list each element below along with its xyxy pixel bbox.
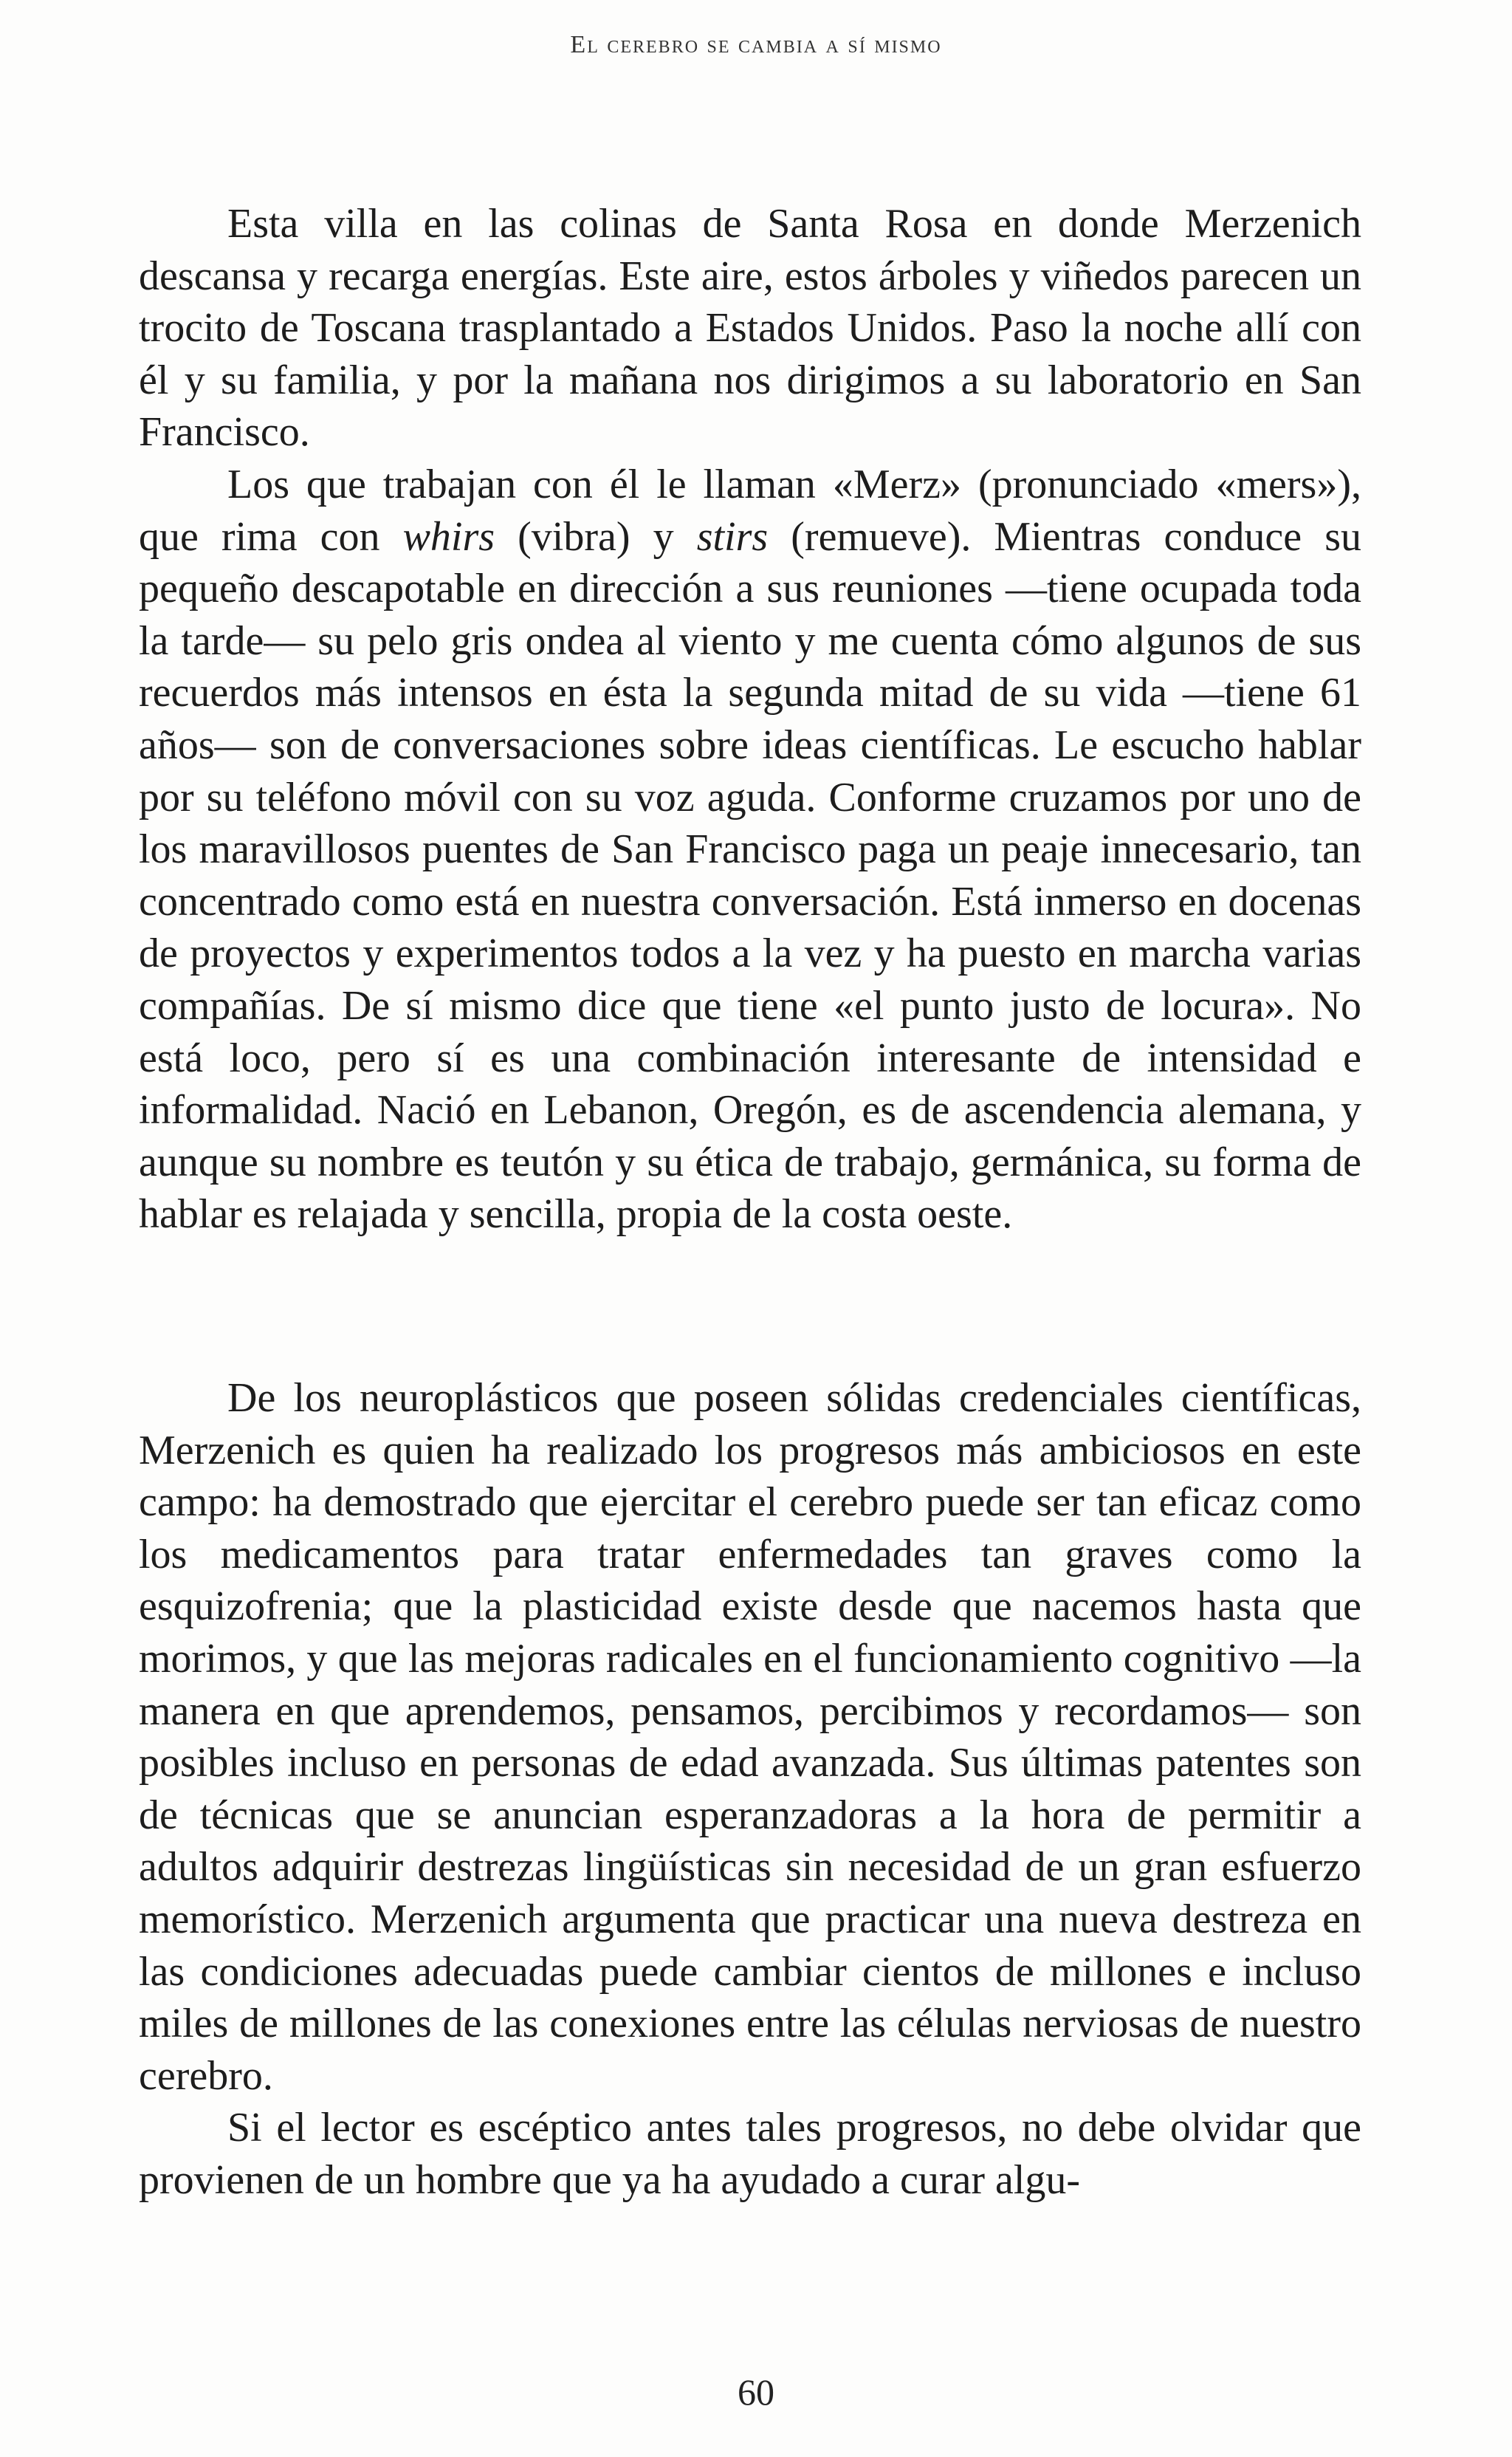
- word-whirs: whirs: [402, 513, 495, 560]
- paragraph-merz: [139, 459, 1361, 1241]
- running-head: El cerebro se cambia a sí mismo: [570, 31, 942, 58]
- paragraph-merz-part-b: (vibra) y: [495, 513, 697, 560]
- paragraph-merz-part-a: Los que trabajan con él le llaman «Merz» (pronunciado «mers»), que rima con: [139, 461, 1361, 560]
- page-number: 60: [738, 2371, 774, 2413]
- text-section-1: [139, 198, 1361, 1241]
- text-section-2: [139, 1372, 1361, 2207]
- paragraph-esceptico: Si el lector es escéptico antes tales progresos, no debe olvidar que provienen de un hombre que ya ha ayudado a curar algu-: [139, 2105, 1361, 2203]
- paragraph-villa: Esta villa en las colinas de Santa Rosa en donde Merzenich descansa y recarga energías. Este aire, estos árboles y viñedos parecen un trocito de Toscana trasplantado a Estados Unidos. Paso la noche allí con él y su familia, y por la mañana nos dirigimos a su laboratorio en San Francisco.: [139, 201, 1361, 456]
- word-stirs: stirs: [696, 513, 769, 560]
- paragraph-neuroplasticos: De los neuroplásticos que poseen sólidas credenciales científicas, Merzenich es quien ha realizado los progresos más ambiciosos en este campo: ha demostrado que ejercitar el cerebro puede ser tan eficaz como los medicamentos para tratar enfermedades tan graves como la esquizofrenia; que la plasticidad existe desde que nacemos hasta que morimos, y que las mejoras radicales en el funcionamiento cognitivo —la manera en que aprendemos, pensamos, percibimos y recordamos— son posibles incluso en personas de edad avanzada. Sus últimas patentes son de técnicas que se anuncian esperanzadoras a la hora de permitir a adultos adquirir destrezas lingüísticas sin necesidad de un gran esfuerzo memorístico. Merzenich argumenta que practicar una nueva destreza en las condiciones adecuadas puede cambiar cientos de millones e incluso miles de millones de las conexiones entre las células nerviosas de nuestro cerebro.: [139, 1375, 1361, 2099]
- paragraph-merz-part-c: (remueve). Mientras conduce su pequeño descapotable en dirección a sus reuniones —tiene ocupada toda la tarde— su pelo gris ondea al viento y me cuenta cómo algunos de sus recuerdos más intensos en ésta la segunda mitad de su vida —tiene 61 años— son de conversaciones sobre ideas científicas. Le escucho hablar por su teléfono móvil con su voz aguda. Conforme cruzamos por uno de los maravillosos puentes de San Francisco paga un peaje innecesario, tan concentrado como está en nuestra conversación. Está inmerso en docenas de proyectos y experimentos todos a la vez y ha puesto en marcha varias compañías. De sí mismo dice que tiene «el punto justo de locura». No está loco, pero sí es una combinación interesante de intensidad e informalidad. Nació en Lebanon, Oregón, es de ascendencia alemana, y aunque su nombre es teutón y su ética de trabajo, germánica, su forma de hablar es relajada y sencilla, propia de la costa oeste.: [139, 513, 1361, 1238]
